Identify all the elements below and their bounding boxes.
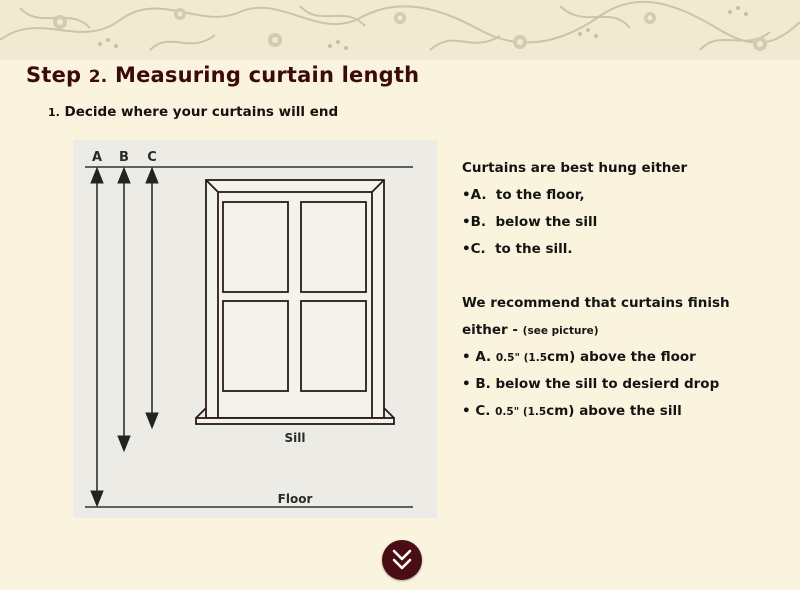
subheading-text: Decide where your curtains will end bbox=[64, 104, 339, 120]
option-c bbox=[462, 236, 782, 263]
info-panel bbox=[462, 155, 782, 425]
rec-text: above the sill bbox=[579, 403, 682, 419]
diagram-illustration bbox=[73, 140, 437, 518]
rec-letter: B. bbox=[475, 376, 491, 392]
recommend-line-1: We recommend that curtains finish bbox=[462, 295, 730, 311]
option-letter: C. bbox=[470, 241, 486, 257]
window bbox=[196, 180, 394, 424]
arrow-c bbox=[146, 168, 158, 428]
bullet: • bbox=[462, 241, 471, 257]
rec-letter: A. bbox=[475, 349, 492, 365]
rec-letter: C. bbox=[475, 403, 491, 419]
subheading bbox=[48, 104, 338, 120]
rec-unit: cm) bbox=[547, 349, 576, 365]
option-text: below the sill bbox=[495, 214, 598, 230]
recommend-either: either - bbox=[462, 322, 518, 338]
recommendation-b bbox=[462, 371, 782, 398]
option-a bbox=[462, 182, 782, 209]
label-a: A bbox=[91, 150, 103, 165]
double-chevron-down-icon bbox=[382, 540, 422, 580]
arrow-b bbox=[118, 168, 130, 451]
rec-text: below the sill to desierd drop bbox=[495, 376, 720, 392]
recommendation-a bbox=[462, 344, 782, 371]
bullet: • bbox=[462, 214, 471, 230]
bullet: • bbox=[462, 403, 471, 419]
step-word: Step bbox=[26, 63, 82, 87]
arrow-a bbox=[91, 168, 103, 506]
window-measurement-diagram bbox=[73, 140, 437, 518]
option-text: to the floor, bbox=[495, 187, 585, 203]
recommend-line-2 bbox=[462, 317, 782, 344]
step-title: Measuring curtain length bbox=[114, 63, 420, 87]
option-b bbox=[462, 209, 782, 236]
bullet: • bbox=[462, 187, 471, 203]
rec-size: 0.5" (1.5 bbox=[495, 352, 548, 364]
floor-label: Floor bbox=[277, 492, 313, 506]
sill-label: Sill bbox=[284, 431, 306, 445]
rec-unit: cm) bbox=[546, 403, 575, 419]
next-section-button[interactable] bbox=[382, 540, 422, 580]
step-number: 2. bbox=[88, 67, 108, 87]
label-c: C bbox=[147, 150, 157, 165]
option-letter: A. bbox=[470, 187, 487, 203]
recommendation-c bbox=[462, 398, 782, 425]
option-letter: B. bbox=[470, 214, 487, 230]
label-b: B bbox=[119, 150, 129, 165]
ornamental-banner bbox=[0, 0, 800, 60]
rec-size: 0.5" (1.5 bbox=[495, 406, 547, 418]
option-text: to the sill. bbox=[495, 241, 573, 257]
recommend-see-picture: (see picture) bbox=[522, 325, 599, 337]
info-intro: Curtains are best hung either bbox=[462, 160, 688, 176]
subheading-number: 1. bbox=[48, 106, 60, 119]
bullet: • bbox=[462, 349, 471, 365]
rec-text: above the floor bbox=[579, 349, 696, 365]
bullet: • bbox=[462, 376, 471, 392]
page-title bbox=[26, 63, 419, 87]
